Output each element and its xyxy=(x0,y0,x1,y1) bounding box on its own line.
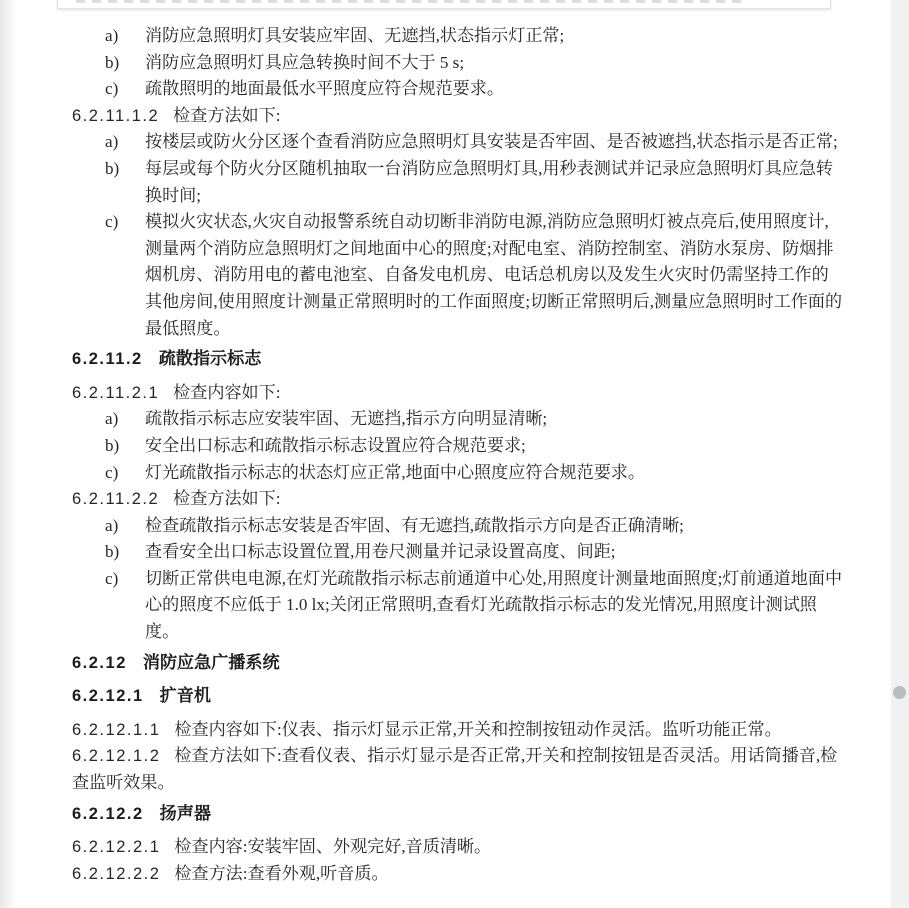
clause xyxy=(72,861,845,888)
list-item xyxy=(72,513,845,540)
list-item-text: 疏散指示标志应安装牢固、无遮挡,指示方向明显清晰; xyxy=(145,409,548,429)
clause xyxy=(72,834,845,861)
clause-text: 检查方法:查看外观,听音质。 xyxy=(174,863,389,883)
list-item-label: a) xyxy=(105,515,119,535)
clause xyxy=(72,743,845,796)
list-item-label: a) xyxy=(105,26,119,45)
list-item xyxy=(72,460,845,487)
list-item-text: 切断正常供电电源,在灯光疏散指示标志前通道中心处,用照度计测量地面照度;灯前通道地面中心的照度不应低于 1.0 lx;关闭正常照明,查看灯光疏散指示标志的发光情况,用照度计测试照度。 xyxy=(145,568,843,642)
list-item xyxy=(72,156,845,209)
list-item-text: 按楼层或防火分区逐个查看消防应急照明灯具安装是否牢固、是否被遮挡,状态指示是否正常; xyxy=(145,132,838,152)
list-item-label: c) xyxy=(105,462,119,482)
list-item xyxy=(72,76,845,103)
list-item-text: 消防应急照明灯具安装应牢固、无遮挡,状态指示灯正常; xyxy=(145,26,565,45)
heading-title: 消防应急广播系统 xyxy=(142,652,280,672)
scrollbar-track[interactable] xyxy=(891,0,909,908)
clause-number: 6.2.11.2.1 xyxy=(72,383,160,402)
clause xyxy=(72,380,845,407)
clause xyxy=(72,103,845,130)
list-item-text: 查看安全出口标志设置位置,用卷尺测量并记录设置高度、间距; xyxy=(145,542,616,562)
list-item-label: b) xyxy=(105,542,120,562)
list-item xyxy=(72,566,845,646)
heading-title: 扩音机 xyxy=(159,686,211,706)
clause-text: 检查内容如下: xyxy=(173,382,281,402)
clause-text: 检查方法如下:查看仪表、指示灯显示是否正常,开关和控制按钮是否灵活。用话筒播音,检查监听效果。 xyxy=(72,746,838,793)
list-item xyxy=(72,23,845,50)
list-item xyxy=(72,129,845,156)
heading-number: 6.2.11.2 xyxy=(72,350,143,369)
clause-number: 6.2.12.1.2 xyxy=(72,747,161,766)
list-item-label: a) xyxy=(105,132,119,152)
clause-text: 检查内容如下:仪表、指示灯显示正常,开关和控制按钮动作灵活。监听功能正常。 xyxy=(174,719,782,739)
heading-number: 6.2.12.2 xyxy=(72,804,144,823)
list-item xyxy=(72,209,845,342)
cropped-previous-line-box xyxy=(57,0,831,10)
list-item-label: c) xyxy=(105,568,119,588)
clause-number: 6.2.11.2.2 xyxy=(72,490,160,509)
heading-title: 疏散指示标志 xyxy=(158,349,262,369)
list-item-label: b) xyxy=(105,158,120,178)
list-item xyxy=(72,433,845,460)
list-item xyxy=(72,406,845,433)
list-item-text: 消防应急照明灯具应急转换时间不大于 5 s; xyxy=(145,52,465,72)
clause-text: 检查内容:安装牢固、外观完好,音质清晰。 xyxy=(174,837,492,857)
list-item-text: 模拟火灾状态,火灾自动报警系统自动切断非消防电源,消防应急照明灯被点亮后,使用照度计,测量两个消防应急照明灯之间地面中心的照度;对配电室、消防控制室、消防水泵房、防烟排烟机房、消防用电的蓄电池室、自备发电机房、电话总机房以及发生火灾时仍需坚持工作的其他房间,使用照度计测量正常照明时的工作面照度;切断正常照明后,测量应急照明时工作面的最低照度。 xyxy=(145,212,843,338)
section-heading xyxy=(72,346,845,373)
clause xyxy=(72,717,845,744)
section-heading xyxy=(72,801,845,828)
list-item-text: 安全出口标志和疏散指示标志设置应符合规范要求; xyxy=(145,435,526,455)
clause-text: 检查方法如下: xyxy=(173,105,281,125)
list-item-text: 疏散照明的地面最低水平照度应符合规范要求。 xyxy=(145,79,504,99)
heading-title: 扬声器 xyxy=(159,803,211,823)
list-item-label: b) xyxy=(105,435,120,455)
list-item-text: 检查疏散指示标志安装是否牢固、有无遮挡,疏散指示方向是否正确清晰; xyxy=(145,515,684,535)
clause-number: 6.2.11.1.2 xyxy=(72,106,160,125)
section-heading xyxy=(72,650,845,677)
heading-number: 6.2.12 xyxy=(72,653,127,672)
section-heading xyxy=(72,683,845,710)
list-item-label: c) xyxy=(105,212,119,232)
list-item-label: b) xyxy=(105,52,120,72)
list-item-text: 每层或每个防火分区随机抽取一台消防应急照明灯具,用秒表测试并记录应急照明灯具应急转换时间; xyxy=(145,158,834,205)
clause-number: 6.2.12.2.2 xyxy=(72,864,161,883)
list-item xyxy=(72,50,845,77)
heading-number: 6.2.12.1 xyxy=(72,687,144,706)
list-item xyxy=(72,539,845,566)
list-item-text: 灯光疏散指示标志的状态灯应正常,地面中心照度应符合规范要求。 xyxy=(145,462,645,482)
scrollbar-thumb[interactable] xyxy=(893,686,906,699)
clause xyxy=(72,486,845,513)
cropped-ghost-text xyxy=(76,0,748,3)
clause-number: 6.2.12.1.1 xyxy=(72,720,161,739)
list-item-label: c) xyxy=(105,79,119,99)
clause-number: 6.2.12.2.1 xyxy=(72,838,161,857)
list-item-label: a) xyxy=(105,409,119,429)
clause-text: 检查方法如下: xyxy=(173,489,281,509)
